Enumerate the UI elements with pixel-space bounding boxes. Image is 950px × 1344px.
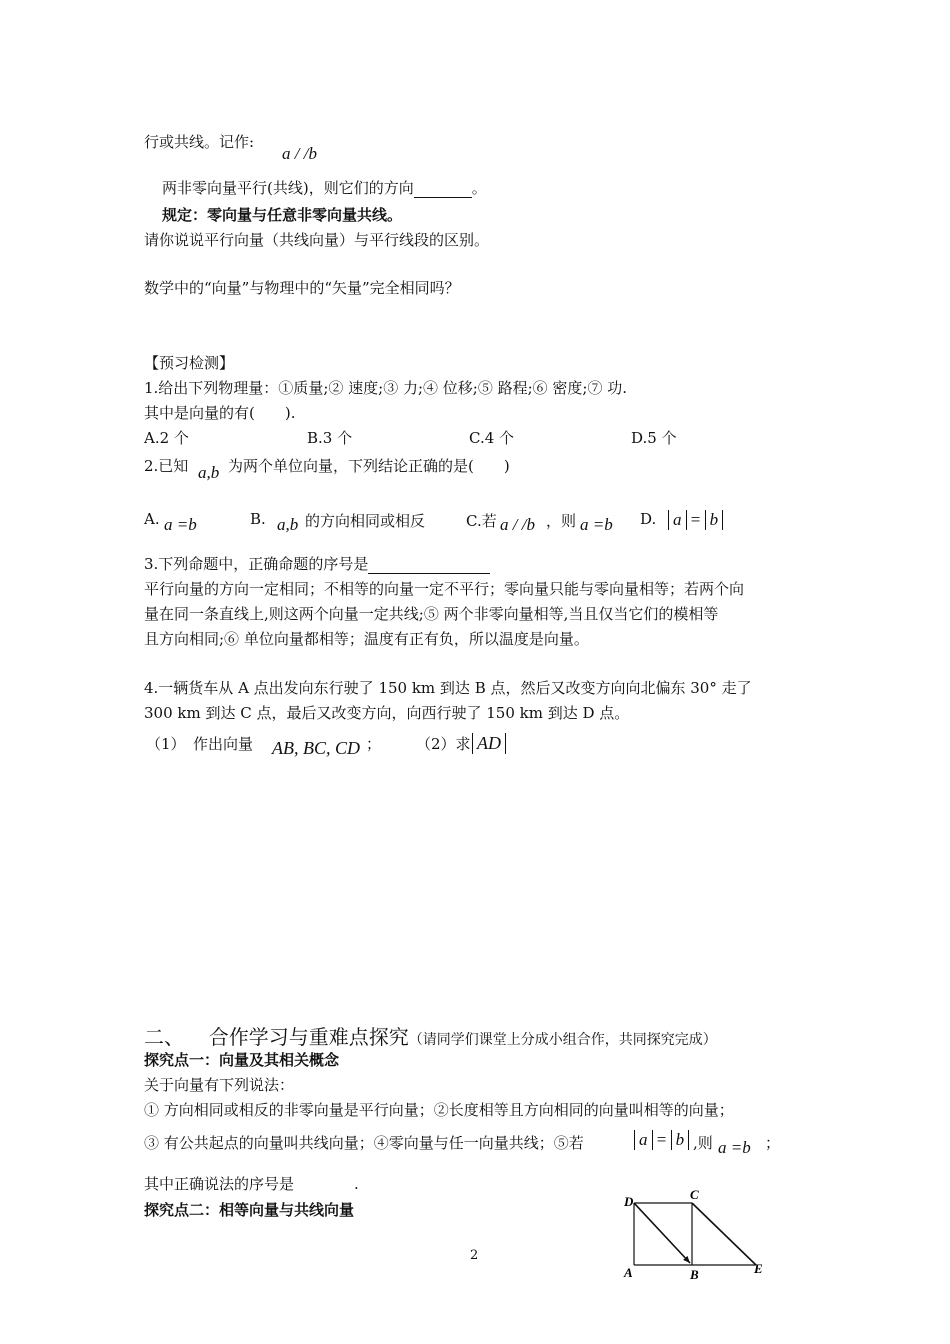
page-number: 2 [470, 1248, 479, 1263]
abs-a: a [668, 510, 687, 530]
problem-2-option-d-math [668, 510, 723, 530]
explore-point-1-intro: 关于向量有下列说法： [144, 1076, 295, 1094]
problem-2-suffix: 为两个单位向量，下列结论正确的是( ) [228, 457, 510, 475]
label-b: B [690, 1267, 699, 1282]
abs-b-2: b [671, 1130, 690, 1150]
label-a: A [624, 1265, 633, 1280]
answer-blank [414, 179, 472, 198]
section-2-note: （请同学们课堂上分成小组合作，共同探究完成） [408, 1032, 717, 1048]
problem-3-line-3: 且方向相同;⑥ 单位向量都相等；温度有正有负，所以温度是向量。 [144, 630, 589, 648]
question-vector-vs-physics: 数学中的“向量”与物理中的“矢量”完全相同吗？ [144, 279, 460, 297]
problem-2-option-c-math-1: a / /b [500, 515, 535, 534]
section-2-heading [144, 1021, 717, 1050]
explore-point-1-answer: 其中正确说法的序号是 . [144, 1175, 359, 1193]
label-e: E [754, 1261, 763, 1276]
section-2-number: 二、 [144, 1025, 184, 1049]
equals-sign: = [690, 510, 701, 529]
problem-1-line-1: 1.给出下列物理量：①质量;② 速度;③ 力;④ 位移;⑤ 路程;⑥ 密度;⑦ 功. [144, 379, 628, 397]
problem-4-sub-2-math [472, 733, 506, 754]
direction-statement: 两非零向量平行(共线)，则它们的方向 [162, 179, 414, 197]
problem-3-blank [368, 555, 490, 574]
vector-db-arrow [634, 1203, 690, 1263]
intro-line-1: 行或共线。记作: [144, 133, 255, 151]
explore-equal-math: a =b [718, 1138, 751, 1157]
explore-point-1-line-2: ③ 有公共起点的向量叫共线向量；④零向量与任一向量共线；⑤若 [144, 1134, 584, 1152]
rule-statement: 规定：零向量与任意非零向量共线。 [162, 206, 403, 224]
period: 。 [471, 179, 487, 197]
problem-4-sub-1-math: AB, BC, CD [272, 738, 360, 758]
problem-2-prefix: 2.已知 [144, 457, 189, 475]
problem-2-math-ab: a,b [198, 463, 220, 482]
line-2-end: ； [765, 1134, 781, 1152]
preview-heading: 【预习检测】 [144, 354, 235, 372]
problem-2-option-a-label: A. [144, 510, 160, 528]
intro-line-2 [162, 177, 487, 198]
problem-2-option-b-text: 的方向相同或相反 [305, 512, 426, 530]
explore-point-1-line-1: ① 方向相同或相反的非零向量是平行向量；②长度相等且方向相同的向量叫相等的向量； [144, 1101, 734, 1119]
then-text: ,则 [693, 1134, 713, 1152]
parallel-notation: a / /b [282, 144, 317, 163]
section-2-title: 合作学习与重难点探究 [208, 1025, 409, 1049]
explore-point-2-title: 探究点二：相等向量与共线向量 [144, 1201, 355, 1219]
abs-ad: AD [472, 733, 506, 754]
question-difference: 请你说说平行向量（共线向量）与平行线段的区别。 [144, 231, 490, 249]
abs-b: b [705, 510, 724, 530]
problem-1-option-c: C.4 个 [469, 429, 515, 447]
problem-2-option-d-label: D. [640, 510, 657, 528]
problem-2-option-b-label: B. [250, 510, 266, 528]
problem-4-line-1: 4.一辆货车从 A 点出发向东行驶了 150 km 到达 B 点，然后又改变方向向北偏东 30° 走了 [144, 679, 752, 697]
problem-4-sub-1-label: （1） 作出向量 [146, 735, 254, 753]
vector-figure [610, 1185, 780, 1285]
problem-2-option-c-mid: ，则 [546, 512, 577, 530]
problem-3-line-2: 量在同一条直线上,则这两个向量一定共线;⑤ 两个非零向量相等,当且仅当它们的模相等 [144, 605, 719, 623]
problem-1-line-2: 其中是向量的有( ). [144, 404, 296, 422]
label-d: D [624, 1194, 634, 1209]
problem-1-option-d: D.5 个 [631, 429, 677, 447]
problem-4-sub-2-label: （2）求 [416, 735, 471, 753]
equals-sign-2: = [656, 1130, 667, 1149]
problem-2-option-b-math: a,b [277, 515, 299, 534]
problem-3-question: 3.下列命题中，正确命题的序号是 [144, 555, 369, 573]
problem-3-line-1: 平行向量的方向一定相同；不相等的向量一定不平行；零向量只能与零向量相等；若两个向 [144, 580, 745, 598]
problem-2-option-c-label: C.若 [466, 512, 497, 530]
segment-ce [692, 1203, 756, 1265]
explore-point-1-title: 探究点一：向量及其相关概念 [144, 1051, 340, 1069]
problem-4-line-2: 300 km 到达 C 点，最后又改变方向，向西行驶了 150 km 到达 D 点。 [144, 704, 630, 722]
problem-2-option-a-math: a =b [164, 515, 197, 534]
label-c: C [690, 1187, 699, 1202]
problem-2-option-c-math-2: a =b [580, 515, 613, 534]
problem-1-option-a: A.2 个 [144, 429, 189, 447]
explore-abs-expression [634, 1130, 689, 1150]
problem-4-sub-1-end: ； [366, 735, 382, 753]
problem-1-option-b: B.3 个 [307, 429, 353, 447]
problem-3-prefix [144, 553, 490, 574]
abs-a-2: a [634, 1130, 653, 1150]
